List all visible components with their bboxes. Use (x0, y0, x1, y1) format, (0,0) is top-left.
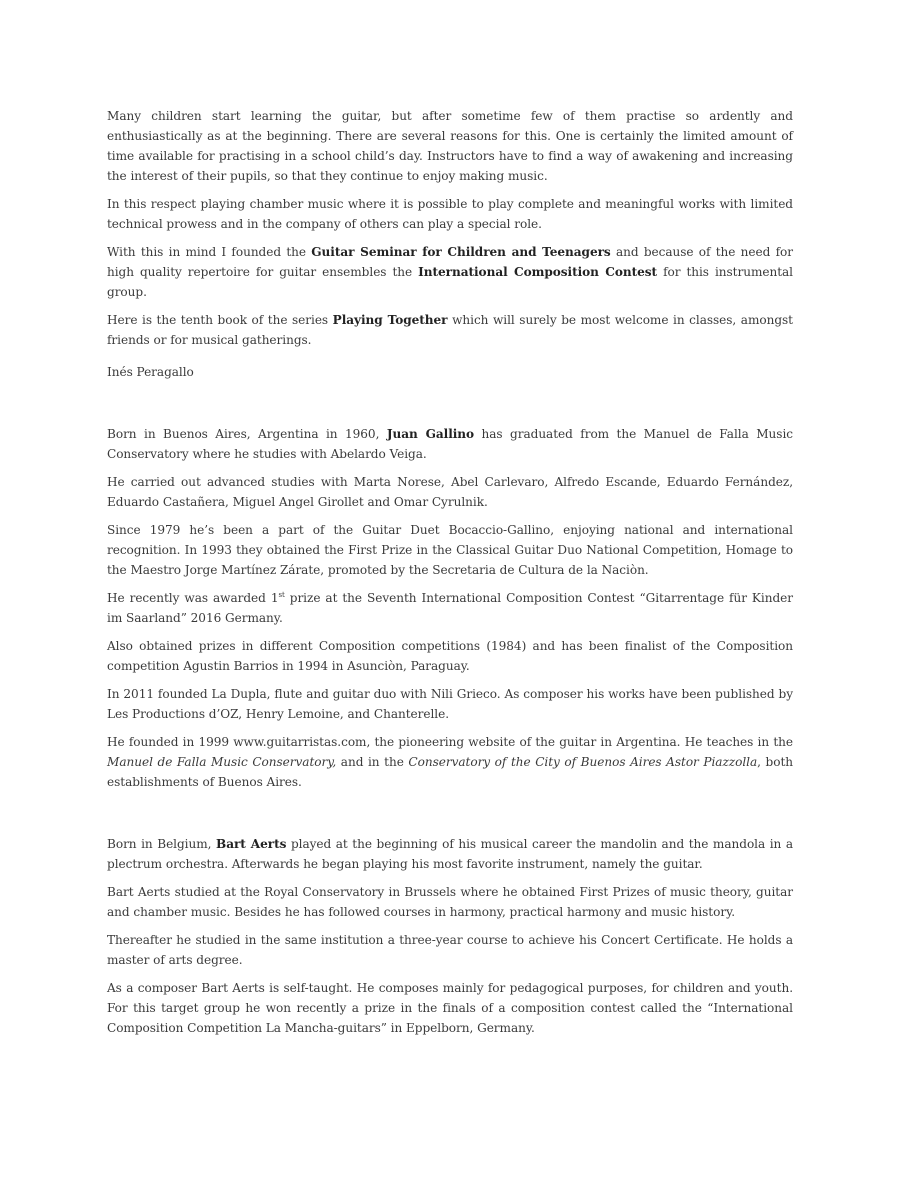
text-run: and in the (336, 755, 409, 769)
preface-paragraph-2: In this respect playing chamber music where it is possible to play complete and meaningful works with limited technical prowess and in the company of others can play a special role. (107, 197, 793, 231)
text-run: which will surely be most welcome in classes, amongst friends or for musical gatherings. (107, 313, 793, 347)
bold-text-seminar: Guitar Seminar for Children and Teenagers (311, 245, 611, 259)
text-run: has graduated from the Manuel de Falla Music Conservatory where he studies with Abelardo Veiga. (107, 427, 793, 461)
text-run: and because of the need for high quality repertoire for guitar ensembles the (107, 245, 793, 279)
text-run: With this in mind I founded the (107, 245, 312, 259)
text-run: He recently was awarded 1 (107, 591, 279, 605)
text-run: for this instrumental group. (107, 265, 793, 299)
aerts-paragraph-4: As a composer Bart Aerts is self-taught. He composes mainly for pedagogical purposes, for children and youth. For this target group he won recently a prize in the finals of a composition contest called the “International Composition Competition La Mancha-guitars” in Eppelborn, Germany. (107, 981, 793, 1035)
preface-paragraph-3 (107, 242, 793, 302)
gallino-bio-section (107, 424, 793, 792)
gallino-paragraph-7 (107, 732, 793, 792)
text-run: , both establishments of Buenos Aires. (107, 755, 794, 789)
gallino-paragraph-3: Since 1979 he’s been a part of the Guitar Duet Bocaccio-Gallino, enjoying national and international recognition. In 1993 they obtained the First Prize in the Classical Guitar Duo National Competition, Homage to the Maestro Jorge Martínez Zárate, promoted by the Secretaria de Cultura de la Naciòn. (107, 523, 793, 577)
bold-name-gallino: Juan Gallino (386, 427, 475, 441)
text-run: Here is the tenth book of the series (107, 313, 333, 327)
document-page (107, 106, 793, 1046)
bold-text-series: Playing Together (332, 313, 448, 327)
italic-conservatory-2: Conservatory of the City of Buenos Aires Astor Piazzolla (408, 755, 758, 769)
aerts-paragraph-3: Thereafter he studied in the same institution a three-year course to achieve his Concert Certificate. He holds a master of arts degree. (107, 933, 793, 967)
aerts-paragraph-1 (107, 834, 793, 874)
preface-section (107, 106, 793, 382)
text-run: prize at the Seventh International Composition Contest “Gitarrentage für Kinder im Saarland” 2016 Germany. (107, 591, 793, 625)
gallino-paragraph-4 (107, 588, 793, 628)
bold-name-aerts: Bart Aerts (216, 837, 287, 851)
section-spacer (107, 800, 793, 834)
bold-text-contest: International Composition Contest (418, 265, 658, 279)
gallino-paragraph-5: Also obtained prizes in different Composition competitions (1984) and has been finalist of the Composition competition Agustin Barrios in 1994 in Asunciòn, Paraguay. (107, 639, 793, 673)
text-run: Born in Buenos Aires, Argentina in 1960, (107, 427, 387, 441)
gallino-paragraph-2: He carried out advanced studies with Marta Norese, Abel Carlevaro, Alfredo Escande, Eduardo Fernández, Eduardo Castañera, Miguel Angel Girollet and Omar Cyrulnik. (107, 475, 793, 509)
gallino-paragraph-1 (107, 424, 793, 464)
ordinal-superscript: st (278, 590, 285, 599)
preface-paragraph-4 (107, 310, 793, 350)
italic-conservatory-1: Manuel de Falla Music Conservatory, (107, 755, 337, 769)
preface-paragraph-1: Many children start learning the guitar, but after sometime few of them practise so ardently and enthusiastically as at the beginning. There are several reasons for this. One is certainly the limited amount of time available for practising in a school child’s day. Instructors have to find a way of awakening and increasing the interest of their pupils, so that they continue to enjoy making music. (107, 109, 793, 183)
gallino-paragraph-6: In 2011 founded La Dupla, flute and guitar duo with Nili Grieco. As composer his works have been published by Les Productions d’OZ, Henry Lemoine, and Chanterelle. (107, 687, 793, 721)
text-run: Born in Belgium, (107, 837, 217, 851)
aerts-paragraph-2: Bart Aerts studied at the Royal Conservatory in Brussels where he obtained First Prizes of music theory, guitar and chamber music. Besides he has followed courses in harmony, practical harmony and music history. (107, 885, 793, 919)
preface-signature: Inés Peragallo (107, 365, 194, 379)
aerts-bio-section (107, 834, 793, 1038)
section-spacer (107, 390, 793, 424)
text-run: played at the beginning of his musical career the mandolin and the mandola in a plectrum orchestra. Afterwards he began playing his most favorite instrument, namely the guitar. (107, 837, 793, 871)
text-run: He founded in 1999 www.guitarristas.com, the pioneering website of the guitar in Argentina. He teaches in the (107, 735, 793, 749)
